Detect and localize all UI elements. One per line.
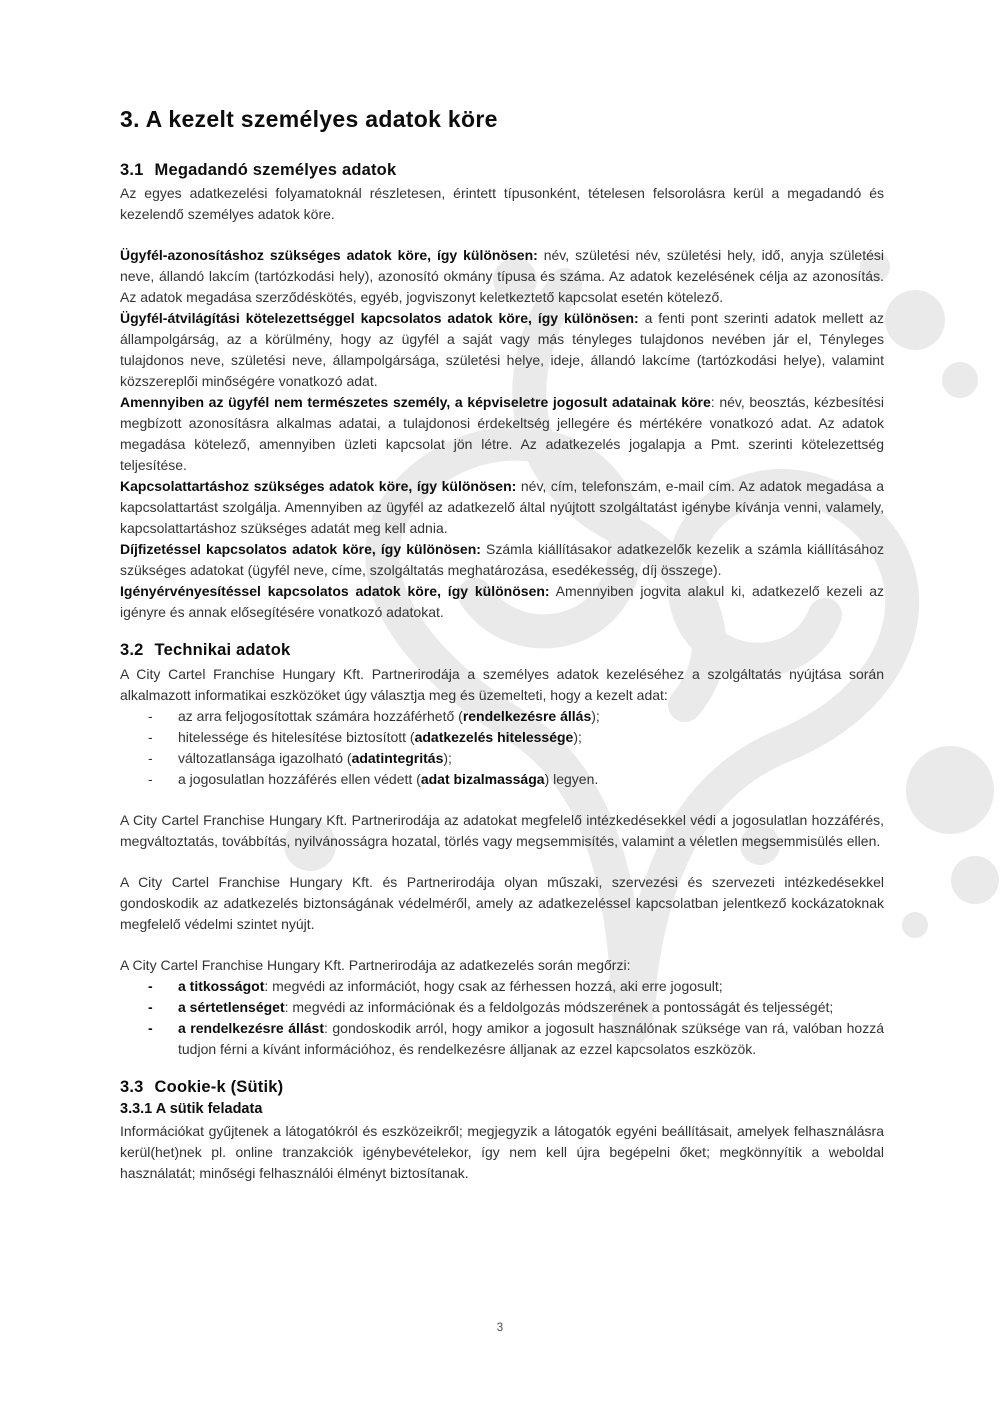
list-item — [120, 997, 884, 1018]
section-3-1-number: 3.1 — [120, 160, 144, 179]
list-item-body: : megvédi az információnak és a feldolgozás módszerének a pontosságát és teljességét; — [284, 998, 834, 1015]
section-3-3-heading — [120, 1077, 884, 1098]
s31-definition-4-term: Kapcsolattartáshoz szükséges adatok köre, így különösen: — [120, 478, 517, 495]
list-item-text — [178, 997, 884, 1018]
list-item-pre: a jogosulatlan hozzáférés ellen védett ( — [178, 770, 421, 787]
list-item — [120, 769, 884, 790]
s32-paragraph-1: A City Cartel Franchise Hungary Kft. Partnerirodája a személyes adatok kezeléséhez a szolgáltatás nyújtása során alkalmazott informatikai eszközöket úgy választja meg és üzemelteti, hogy a kezelt adat: — [120, 665, 884, 703]
list-item-post: ); — [443, 749, 452, 766]
list-item-pre: változatlansága igazolható ( — [178, 749, 352, 766]
s31-definition-2 — [120, 308, 884, 392]
dash-bullet-icon: - — [148, 998, 153, 1015]
dash-bullet-icon: - — [148, 770, 153, 787]
list-item — [120, 727, 884, 748]
s31-definition-4 — [120, 476, 884, 539]
s31-definition-3-term: Amennyiben az ügyfél nem természetes személy, a képviseletre jogosult adatainak köre — [120, 394, 711, 411]
list-item-term: a rendelkezésre állást — [178, 1019, 324, 1036]
section-3-3-1-label: A sütik feladata — [155, 1101, 263, 1118]
section-3-3-label: Cookie-k (Sütik) — [154, 1077, 284, 1096]
list-item-text — [178, 1018, 884, 1060]
s32-paragraph-3: A City Cartel Franchise Hungary Kft. és Partnerirodája olyan műszaki, szervezési és szervezeti intézkedésekkel gondoskodik az adatkezelés biztonságának védelméről, amely az adatkezeléssel kapcsolatban jelentkező kockázatoknak megfelelő védelmi szintet nyújt. — [120, 873, 884, 932]
section-3-3-number: 3.3 — [120, 1077, 144, 1096]
s32-paragraph-4: A City Cartel Franchise Hungary Kft. Partnerirodája az adatkezelés során megőrzi: — [120, 956, 631, 973]
list-item-post: ); — [573, 728, 582, 745]
s31-definition-2-term: Ügyfél-átvilágítási kötelezettséggel kapcsolatos adatok köre, így különösen: — [120, 310, 639, 327]
list-item-post: ) legyen. — [544, 770, 599, 787]
s31-definition-5 — [120, 539, 884, 581]
list-item-text — [178, 976, 884, 997]
s31-definition-5-term: Díjfizetéssel kapcsolatos adatok köre, így különösen: — [120, 541, 481, 558]
s31-definition-3 — [120, 392, 884, 476]
list-item-term: a titkosságot — [178, 977, 265, 994]
list-item-text — [178, 748, 884, 769]
dash-bullet-icon: - — [148, 977, 153, 994]
list-item-term: rendelkezésre állás — [462, 707, 592, 724]
section-3-1-heading — [120, 160, 884, 181]
section-3-2-heading — [120, 640, 884, 661]
s33-paragraph-1: Információkat gyűjtenek a látogatókról és eszközeikről; megjegyzik a látogatók egyéni beállításait, amelyek felhasználásra kerül(het)nek pl. online tranzakciók igénybevételekor, így nem kell újra begépelni őket; megkönnyítik a weboldal használatát; minőségi felhasználói élményt biztosítanak. — [120, 1123, 884, 1182]
section-3-1-label: Megadandó személyes adatok — [154, 160, 397, 179]
dash-bullet-icon: - — [148, 728, 153, 745]
section-3-3-1-number: 3.3.1 — [120, 1101, 153, 1118]
s31-definition-2-body: a fenti pont szerinti adatok mellett az állampolgárság, az a körülmény, hogy az ügyfél a saját vagy más tényleges tulajdonos nevében jár el, Tényleges tulajdonos neve, születési neve, állampolgársága, születési helye, ideje, állandó lakcíme (tartózkodási helye), valamint közszereplői minőségére vonatkozó adat. — [120, 310, 885, 390]
s31-definition-6-term: Igényérvényesítéssel kapcsolatos adatok köre, így különösen: — [120, 583, 550, 600]
s31-definition-6 — [120, 581, 884, 623]
list-item — [120, 748, 884, 769]
s31-definition-1-body: név, születési név, születési hely, idő, anyja születési neve, állandó lakcím (tartózkodási hely), azonosító okmány típusa és száma. Az adatok kezelésének célja az azonosítás. Az adatok megadása szerződéskötés, egyéb, jogviszonyt keletkeztető kapcsolat esetén kötelező. — [120, 247, 884, 306]
s31-intro-paragraph: Az egyes adatkezelési folyamatoknál részletesen, érintett típusonként, tételesen felsorolásra kerül a megadandó és kezelendő személyes adatok köre. — [120, 185, 884, 223]
list-item-term: adatintegritás — [351, 749, 444, 766]
s31-definition-1 — [120, 245, 884, 308]
list-item-term: a sértetlenséget — [178, 998, 285, 1015]
list-item-body: : gondoskodik arról, hogy amikor a jogosult használónak szüksége van rá, valóban hozzá tudjon férni a kívánt információhoz, és rendelkezésre álljanak az ezzel kapcsolatos eszközök. — [178, 1019, 884, 1057]
dash-bullet-icon: - — [148, 1019, 153, 1036]
list-item-post: ); — [591, 707, 600, 724]
list-item — [120, 976, 884, 997]
section-3-3-1-heading — [120, 1100, 884, 1119]
s31-definition-5-body: Számla kiállításakor adatkezelők kezelik a számla kiállításához szükséges adatokat (ügyfél neve, címe, szolgáltatás meghatározása, esedékesség, díj összege). — [120, 541, 884, 579]
s31-definition-4-body: név, cím, telefonszám, e-mail cím. Az adatok megadása a kapcsolattartást szolgálja. Amennyiben az ügyfél az adatkezelő által nyújtott szolgáltatást igénybe kívánja venni, valamely, kapcsolattartáshoz szükséges adatát meg kell adnia. — [120, 478, 884, 537]
page-number: 3 — [496, 1322, 504, 1334]
dash-bullet-icon: - — [148, 707, 153, 724]
s31-definition-3-body: : név, beosztás, kézbesítési megbízott azonosításra alkalmas adatai, a tulajdonosi érdekeltség jellegére és mértékére vonatkozó adat. Az adatok megadása kötelező, amennyiben üzleti kapcsolat jön létre. Az adatkezelés jogalapja a Pmt. szerinti kötelezettség teljesítése. — [120, 394, 884, 474]
s31-definition-1-term: Ügyfél-azonosításhoz szükséges adatok köre, így különösen: — [120, 247, 538, 264]
list-item-text — [178, 727, 884, 748]
s31-definition-6-body: Amennyiben jogvita alakul ki, adatkezelő kezeli az igényre és annak elősegítésére vonatkozó adatokat. — [120, 583, 884, 621]
list-item-pre: az arra feljogosítottak számára hozzáférhető ( — [178, 707, 463, 724]
dash-bullet-icon: - — [148, 749, 153, 766]
s32-preservation-list — [120, 976, 884, 1060]
list-item — [120, 706, 884, 727]
list-item-term: adatkezelés hitelessége — [414, 728, 574, 745]
section-3-2-number: 3.2 — [120, 641, 144, 660]
list-item-pre: hitelessége és hitelesítése biztosított ( — [178, 728, 415, 745]
document-content — [120, 106, 884, 1184]
page-title: 3. A kezelt személyes adatok köre — [120, 106, 498, 132]
section-3-2-label: Technikai adatok — [154, 641, 291, 660]
list-item-term: adat bizalmassága — [420, 770, 545, 787]
list-item — [120, 1018, 884, 1060]
list-item-text — [178, 769, 884, 790]
list-item-text — [178, 706, 884, 727]
list-item-body: : megvédi az információt, hogy csak az férhessen hozzá, aki erre jogosult; — [264, 977, 723, 994]
s32-criteria-list — [120, 706, 884, 790]
s32-paragraph-2: A City Cartel Franchise Hungary Kft. Partnerirodája az adatokat megfelelő intézkedésekkel védi a jogosulatlan hozzáférés, megváltoztatás, továbbítás, nyilvánosságra hozatal, törlés vagy megsemmisítés, valamint a véletlen megsemmisülés ellen. — [120, 811, 884, 849]
